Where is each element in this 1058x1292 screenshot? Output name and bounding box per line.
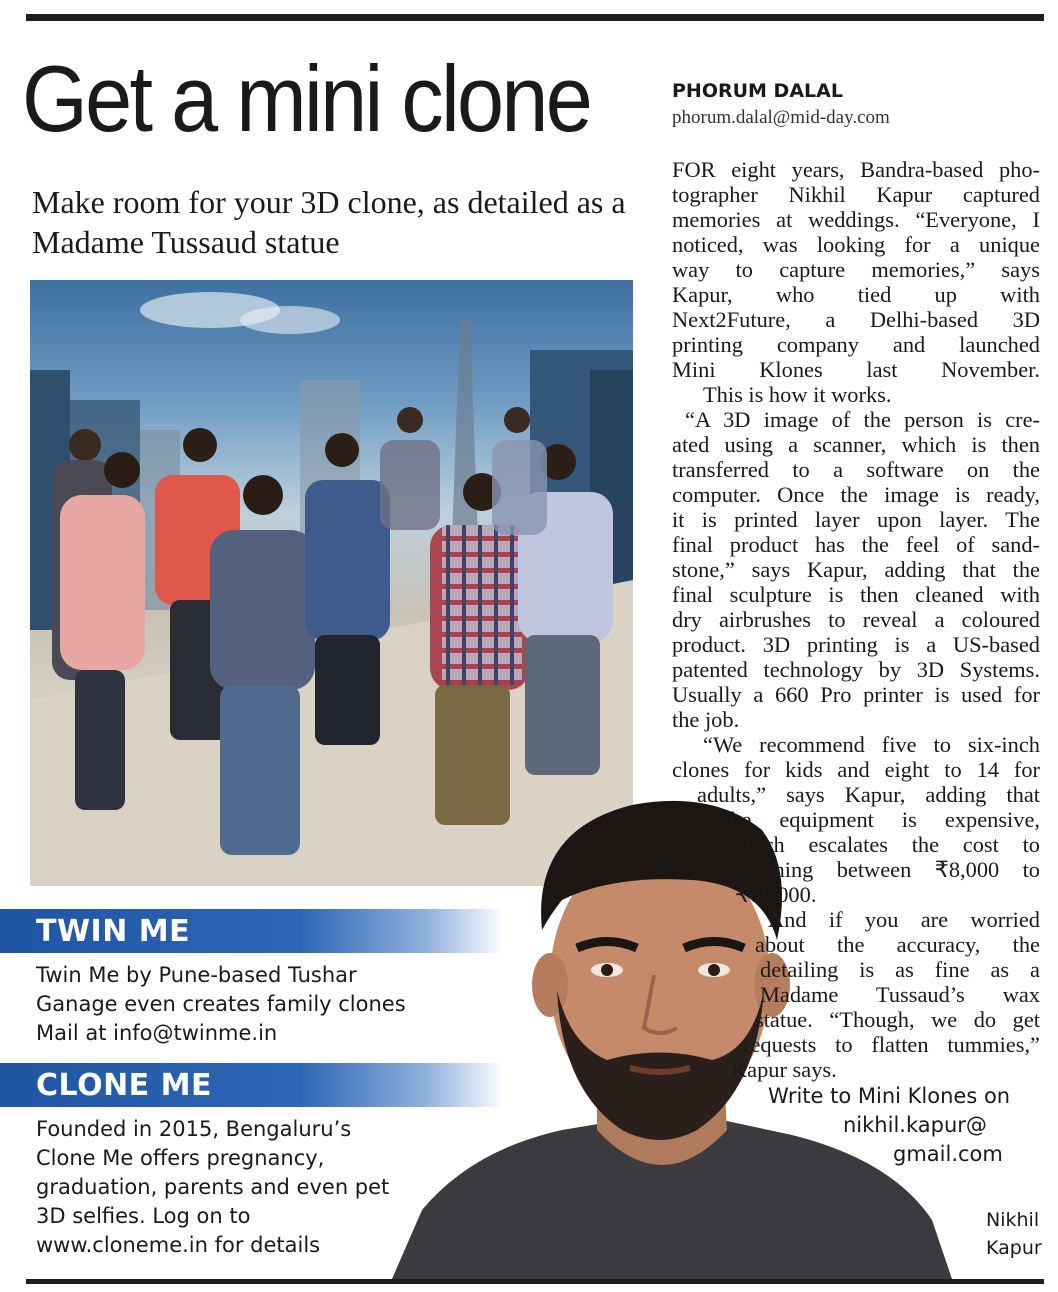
body-line: printing company and launched — [672, 332, 1040, 357]
twin-me-line: Ganage even creates family clones — [36, 992, 406, 1016]
body-line: which escalates the cost to — [730, 832, 1040, 857]
body-line: stone,” says Kapur, adding that the — [672, 557, 1040, 582]
body-line: Mini Klones last November. — [672, 357, 1040, 382]
body-line: “We recommend five to six-inch — [703, 732, 1040, 757]
photo-caption-line: Kapur — [986, 1237, 1042, 1259]
bottom-rule — [26, 1279, 1044, 1284]
twin-me-email-line: Mail at info@twinme.in — [36, 1021, 278, 1045]
photo-caption-line: Nikhil — [986, 1209, 1040, 1231]
body-line: about the accuracy, the — [755, 932, 1040, 957]
clone-me-url-line: www.cloneme.in for details — [36, 1233, 321, 1257]
clone-me-line: 3D selfies. Log on to — [36, 1204, 251, 1228]
body-line: Next2Future, a Delhi-based 3D — [672, 307, 1040, 332]
twin-me-line: Twin Me by Pune-based Tushar — [36, 963, 357, 987]
body-line: clones for kids and eight to 14 for — [672, 757, 1040, 782]
clone-me-line: graduation, parents and even pet — [36, 1175, 390, 1199]
body-line: it is printed layer upon layer. The — [672, 507, 1040, 532]
subhead: Make room for your 3D clone, as detailed as a Madame Tussaud statue — [32, 184, 626, 260]
write-to-email: nikhil.kapur@ — [843, 1113, 987, 1137]
body-line: “A 3D image of the person is cre- — [685, 407, 1040, 432]
body-line: noticed, was looking for a unique — [672, 232, 1040, 257]
body-line: Madame Tussaud’s wax — [760, 982, 1040, 1007]
body-line: product. 3D printing is a US-based — [672, 632, 1040, 657]
body-line: adults,” says Kapur, adding that — [697, 782, 1040, 807]
body-line: final product has the feel of sand- — [672, 532, 1040, 557]
body-line: This is how it works. — [703, 382, 892, 407]
byline-email: phorum.dalal@mid-day.com — [672, 107, 890, 128]
body-line: Kapur says. — [731, 1057, 837, 1082]
headline: Get a mini clone — [22, 46, 591, 151]
byline-name: PHORUM DALAL — [672, 80, 843, 102]
write-to-line: Write to Mini Klones on — [768, 1084, 1011, 1108]
write-to-email: gmail.com — [893, 1142, 1003, 1166]
body-line: transferred to a software on the — [672, 457, 1040, 482]
body-line: statue. “Though, we do get — [755, 1007, 1040, 1032]
body-line: tographer Nikhil Kapur captured — [672, 182, 1040, 207]
body-line: patented technology by 3D Systems. — [672, 657, 1040, 682]
body-line: requests to flatten tummies,” — [743, 1032, 1040, 1057]
body-line: FOR eight years, Bandra-based pho- — [672, 157, 1040, 182]
body-line: ated using a scanner, which is then — [672, 432, 1040, 457]
body-line: Usually a 660 Pro printer is used for — [672, 682, 1040, 707]
body-line: the equipment is expensive, — [724, 807, 1040, 832]
body-line: anything between ₹8,000 to — [735, 857, 1040, 882]
body-line: Kapur, who tied up with — [672, 282, 1040, 307]
body-line: ₹60,000. — [735, 882, 817, 907]
body-line: memories at weddings. “Everyone, I — [672, 207, 1040, 232]
top-rule — [26, 14, 1044, 21]
body-line: computer. Once the image is ready, — [672, 482, 1040, 507]
body-line: the job. — [672, 707, 740, 732]
body-line: detailing is as fine as a — [760, 957, 1040, 982]
body-line: way to capture memories,” says — [672, 257, 1040, 282]
body-line: dry airbrushes to reveal a coloured — [672, 607, 1040, 632]
clone-me-line: Clone Me offers pregnancy, — [36, 1146, 325, 1170]
body-line: final sculpture is then cleaned with — [672, 582, 1040, 607]
clone-me-line: Founded in 2015, Bengaluru’s — [36, 1117, 352, 1141]
body-line: And if you are worried — [768, 907, 1040, 932]
clone-me-title: CLONE ME — [36, 1068, 212, 1103]
twin-me-title: TWIN ME — [36, 914, 191, 949]
